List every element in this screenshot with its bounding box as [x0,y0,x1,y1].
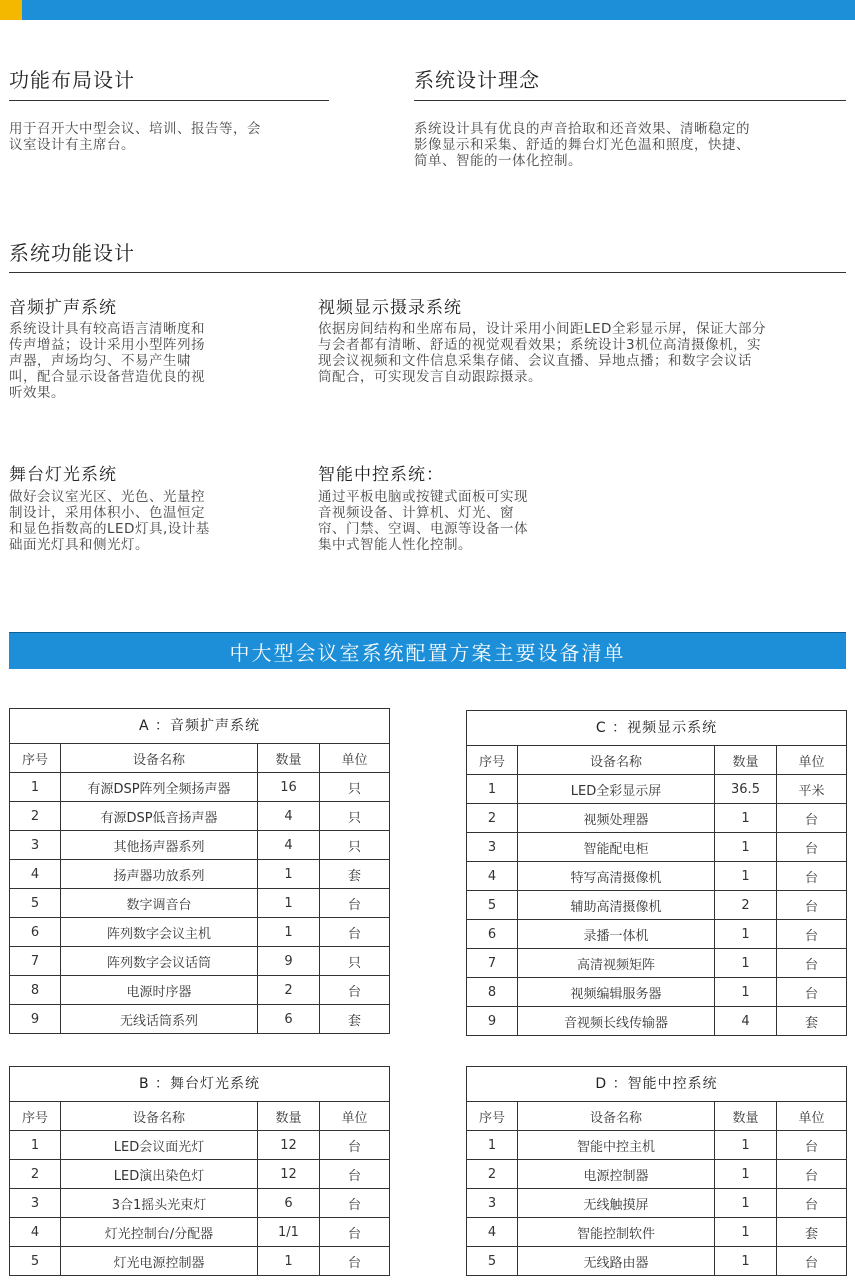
table-cell: 台 [777,1160,847,1189]
table-cell: 5 [10,1247,61,1276]
column-header: 单位 [320,744,390,773]
table-cell: 12 [258,1131,320,1160]
table-cell: 6 [258,1005,320,1034]
table-cell: 4 [715,1007,777,1036]
table-cell: 1 [715,978,777,1007]
control-system-text [318,489,528,553]
table-cell: 台 [777,804,847,833]
table-cell: 1 [258,918,320,947]
column-header: 序号 [10,1102,61,1131]
table-cell: 辅助高清摄像机 [518,891,715,920]
table-row [10,947,390,976]
function-section-title: 系统功能设计 [9,241,135,265]
table-cell: 套 [777,1007,847,1036]
table-row [467,775,847,804]
table-caption: A ：音频扩声系统 [9,708,390,743]
table-row [467,978,847,1007]
table-cell: 智能控制软件 [518,1218,715,1247]
table-cell: 3 [10,831,61,860]
table-cell: 台 [777,1247,847,1276]
table-row [467,804,847,833]
table-cell: 4 [258,802,320,831]
table-cell: 台 [777,891,847,920]
table-row [10,1131,390,1160]
equipment-table-audio [9,708,390,1034]
text-line: 传声增益；设计采用小型阵列扬 [9,337,205,353]
table-cell: 6 [10,918,61,947]
layout-section-text [9,121,261,153]
function-section-underline [9,272,846,273]
table-row [467,891,847,920]
table-row [467,1218,847,1247]
table-cell: 台 [777,1189,847,1218]
stage-system-text [9,489,210,553]
table-cell: 1 [715,1247,777,1276]
text-line: 议室设计有主席台。 [9,137,135,153]
table-cell: 2 [10,1160,61,1189]
table-cell: 4 [467,1218,518,1247]
table-cell: 平米 [777,775,847,804]
text-line: 筒配合，可实现发言自动跟踪摄录。 [318,369,542,385]
table-cell: 阵列数字会议主机 [61,918,258,947]
top-color-bar [0,0,855,20]
table-row [467,833,847,862]
table-cell: 电源控制器 [518,1160,715,1189]
table-cell: 台 [777,862,847,891]
table-cell: 其他扬声器系列 [61,831,258,860]
table-row [10,860,390,889]
text-line: 现会议视频和文件信息采集存储、会议直播、异地点播；和数字会议话 [318,353,752,369]
table-cell: 1 [258,1247,320,1276]
column-header: 单位 [777,746,847,775]
table-cell: 有源DSP阵列全频扬声器 [61,773,258,802]
table-row [10,918,390,947]
table-cell: 台 [320,918,390,947]
table-cell: 7 [467,949,518,978]
table-cell: 台 [320,976,390,1005]
audio-system-text [9,321,205,401]
table-cell: 9 [258,947,320,976]
layout-section-title: 功能布局设计 [9,68,135,92]
table-cell: 台 [320,889,390,918]
table-cell: 1 [715,920,777,949]
text-line: 简单、智能的一体化控制。 [414,153,582,169]
table-cell: 台 [320,1160,390,1189]
table-cell: 台 [777,949,847,978]
table-cell: 视频编辑服务器 [518,978,715,1007]
table-cell: 3 [467,833,518,862]
table-row [467,1247,847,1276]
control-system-title: 智能中控系统： [318,465,444,485]
table-cell: 台 [320,1131,390,1160]
table-cell: 台 [320,1189,390,1218]
table-header-row [467,746,847,775]
video-system-text [318,321,766,385]
table-caption: D ：智能中控系统 [466,1066,847,1101]
table-row [10,976,390,1005]
table-cell: 1 [715,833,777,862]
table-cell: 1 [715,949,777,978]
table-cell: 2 [258,976,320,1005]
table-cell: 灯光控制台/分配器 [61,1218,258,1247]
text-line: 通过平板电脑或按键式面板可实现 [318,489,528,505]
table-cell: 1 [715,1218,777,1247]
table-cell: 1 [715,1131,777,1160]
equipment-list-banner: 中大型会议室系统配置方案主要设备清单 [9,632,846,669]
table-cell: 16 [258,773,320,802]
table-cell: 台 [320,1247,390,1276]
text-line: 础面光灯具和侧光灯。 [9,537,149,553]
table-cell: 无线触摸屏 [518,1189,715,1218]
text-line: 做好会议室光区、光色、光量控 [9,489,205,505]
table-row [467,1189,847,1218]
table-cell: 电源时序器 [61,976,258,1005]
table-cell: 灯光电源控制器 [61,1247,258,1276]
table-cell: 1 [715,1189,777,1218]
column-header: 序号 [467,1102,518,1131]
column-header: 设备名称 [518,1102,715,1131]
table-cell: 1 [258,860,320,889]
table-cell: 只 [320,802,390,831]
text-line: 叫，配合显示设备营造优良的视 [9,369,205,385]
text-line: 音视频设备、计算机、灯光、窗 [318,505,514,521]
table-row [467,949,847,978]
table-cell: 台 [777,1131,847,1160]
table-cell: 2 [467,1160,518,1189]
table-cell: 有源DSP低音扬声器 [61,802,258,831]
stage-system-title: 舞台灯光系统 [9,465,117,485]
table-cell: 5 [467,891,518,920]
text-line: 帘、门禁、空调、电源等设备一体 [318,521,528,537]
column-header: 设备名称 [61,744,258,773]
table-cell: 台 [777,833,847,862]
table-cell: 台 [320,1218,390,1247]
table-cell: 视频处理器 [518,804,715,833]
table-cell: LED会议面光灯 [61,1131,258,1160]
text-line: 系统设计具有较高语言清晰度和 [9,321,205,337]
table-cell: 音视频长线传输器 [518,1007,715,1036]
column-header: 数量 [715,1102,777,1131]
table-cell: 3 [467,1189,518,1218]
text-line: 影像显示和采集、舒适的舞台灯光色温和照度，快捷、 [414,137,750,153]
table-cell: 扬声器功放系列 [61,860,258,889]
table-row [10,773,390,802]
text-line: 集中式智能人性化控制。 [318,537,472,553]
table-cell: 高清视频矩阵 [518,949,715,978]
equipment-table-video [466,710,847,1036]
table-row [10,1218,390,1247]
text-line: 声器，声场均匀、不易产生啸 [9,353,191,369]
text-line: 制设计，采用体积小、色温恒定 [9,505,205,521]
column-header: 单位 [320,1102,390,1131]
table-cell: 1 [715,1160,777,1189]
table-cell: 只 [320,773,390,802]
table-cell: 1 [715,862,777,891]
table-cell: 2 [467,804,518,833]
table-row [10,889,390,918]
concept-section-title: 系统设计理念 [414,68,540,92]
column-header: 序号 [10,744,61,773]
text-line: 依据房间结构和坐席布局，设计采用小间距LED全彩显示屏，保证大部分 [318,321,766,337]
table-cell: 1 [715,804,777,833]
text-line: 听效果。 [9,385,65,401]
column-header: 设备名称 [61,1102,258,1131]
table-cell: LED演出染色灯 [61,1160,258,1189]
table-header-row [10,744,390,773]
table-row [10,1247,390,1276]
table-cell: 2 [715,891,777,920]
audio-system-title: 音频扩声系统 [9,298,117,318]
table-cell: 套 [320,1005,390,1034]
layout-section-underline [9,100,329,101]
table-cell: 阵列数字会议话筒 [61,947,258,976]
top-bar-accent [0,0,22,20]
text-line: 系统设计具有优良的声音拾取和还音效果、清晰稳定的 [414,121,750,137]
table-cell: 特写高清摄像机 [518,862,715,891]
table-row [10,1005,390,1034]
concept-section-text [414,121,750,169]
table-row [10,831,390,860]
table-cell: 4 [10,860,61,889]
table-row [467,1131,847,1160]
table-header-row [10,1102,390,1131]
text-line: 和显色指数高的LED灯具,设计基 [9,521,210,537]
table-cell: 无线话筒系列 [61,1005,258,1034]
table-cell: 8 [467,978,518,1007]
table-cell: 数字调音台 [61,889,258,918]
table-cell: 只 [320,947,390,976]
text-line: 用于召开大中型会议、培训、报告等，会 [9,121,261,137]
table-row [467,1160,847,1189]
table-caption: C ：视频显示系统 [466,710,847,745]
column-header: 数量 [258,1102,320,1131]
table-cell: 无线路由器 [518,1247,715,1276]
table-cell: 12 [258,1160,320,1189]
table-cell: LED全彩显示屏 [518,775,715,804]
table-cell: 5 [467,1247,518,1276]
table-cell: 1 [10,1131,61,1160]
column-header: 序号 [467,746,518,775]
table-cell: 1/1 [258,1218,320,1247]
table-cell: 7 [10,947,61,976]
table-row [467,1007,847,1036]
table-caption: B ：舞台灯光系统 [9,1066,390,1101]
table-cell: 套 [777,1218,847,1247]
table-header-row [467,1102,847,1131]
column-header: 数量 [715,746,777,775]
table-cell: 台 [777,978,847,1007]
table-cell: 5 [10,889,61,918]
table-cell: 6 [467,920,518,949]
table-row [467,920,847,949]
concept-section-underline [414,100,846,101]
table-cell: 3 [10,1189,61,1218]
table-cell: 4 [467,862,518,891]
table-row [10,1160,390,1189]
text-line: 与会者都有清晰、舒适的视觉观看效果；系统设计3机位高清摄像机，实 [318,337,762,353]
table-cell: 录播一体机 [518,920,715,949]
table-cell: 1 [467,1131,518,1160]
table-cell: 1 [10,773,61,802]
video-system-title: 视频显示摄录系统 [318,298,462,318]
column-header: 单位 [777,1102,847,1131]
table-cell: 1 [467,775,518,804]
table-row [10,1189,390,1218]
table-cell: 8 [10,976,61,1005]
table-cell: 2 [10,802,61,831]
table-cell: 4 [258,831,320,860]
table-row [10,802,390,831]
table-cell: 套 [320,860,390,889]
table-cell: 1 [258,889,320,918]
equipment-table-central-control [466,1066,847,1276]
table-cell: 9 [467,1007,518,1036]
equipment-table-stage-lighting [9,1066,390,1276]
table-cell: 36.5 [715,775,777,804]
column-header: 数量 [258,744,320,773]
table-cell: 台 [777,920,847,949]
table-cell: 智能配电柜 [518,833,715,862]
table-cell: 9 [10,1005,61,1034]
table-cell: 3合1摇头光束灯 [61,1189,258,1218]
table-cell: 只 [320,831,390,860]
table-cell: 6 [258,1189,320,1218]
column-header: 设备名称 [518,746,715,775]
top-bar-blue [22,0,855,20]
table-cell: 4 [10,1218,61,1247]
table-cell: 智能中控主机 [518,1131,715,1160]
table-row [467,862,847,891]
